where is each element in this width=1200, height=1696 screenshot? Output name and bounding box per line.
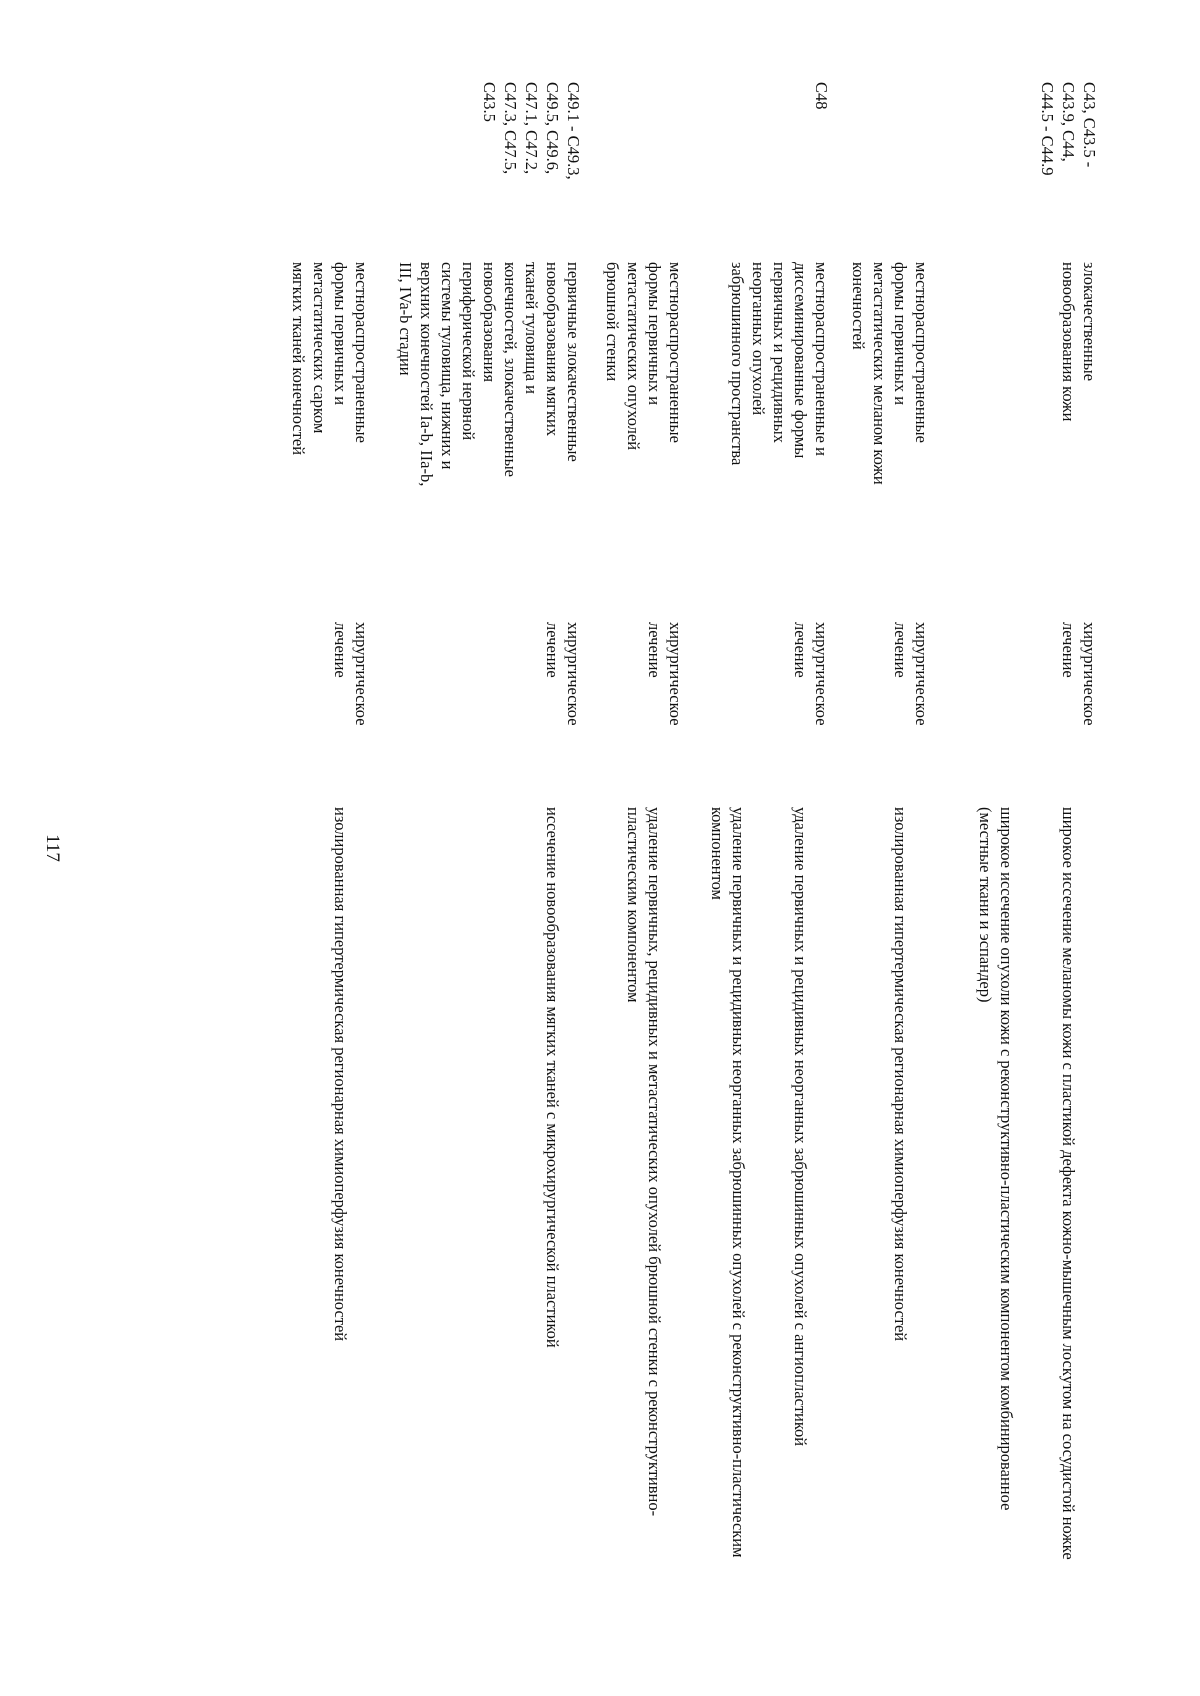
treatment-type-cell: хирургическое лечение [645,622,685,726]
page-number: 117 [42,834,63,862]
procedures-table [200,82,1100,1582]
icd-code-cell: C48 [812,82,831,110]
treatment-type-cell: хирургическое лечение [1059,622,1099,726]
treatment-methods-cell [869,807,932,1577]
treatment-type-cell: хирургическое лечение [331,622,371,726]
treatment-method: изолированная гипертермическая регионарная химиоперфузия конечностей [331,807,350,1342]
treatment-type-cell: хирургическое лечение [543,622,583,726]
treatment-method: удаление первичных, рецидивных и метастатических опухолей брюшной стенки с реконструктивно-пластическим компонентом [624,807,664,1517]
patient-model-cell: злокачественные новообразования кожи [1059,262,1099,422]
patient-model-cell: местнораспространенные формы первичных и метастатических меланом кожи конечностей [849,262,931,485]
patient-model-cell: первичные злокачественные новообразования мягких тканей туловища и конечностей, злокачественные новообразования периферической нервной системы туловища, нижних и верхних конечностей Ia-b, IIa-b, III, IVa-b стадии [396,262,583,487]
treatment-method: иссечение новообразования мягких тканей с микрохирургической пластикой [543,807,562,1348]
patient-model-cell: местнораспространенные формы первичных и метастатических опухолей брюшной стенки [603,262,685,451]
treatment-methods-cell [686,807,832,1577]
treatment-type-cell: хирургическое лечение [891,622,931,726]
patient-model-cell: местнораспространенные и диссеминированные формы первичных и рецидивных неорганных опухолей забрюшинного пространства [728,262,831,466]
treatment-methods-cell [602,807,686,1577]
treatment-method: изолированная гипертермическая регионарная химиоперфузия конечностей [891,807,910,1342]
treatment-method: удаление первичных и рецидивных неорганных забрюшинных опухолей с реконструктивно-пластическим компонентом [708,807,748,1558]
treatment-type-cell: хирургическое лечение [791,622,831,726]
icd-code-cell: C49.1 - C49.3, C49.5, C49.6, C47.1, C47.2, C47.3, C47.5, C43.5 [480,82,583,180]
treatment-method: широкое иссечение опухоли кожи с реконструктивно-пластическим компонентом комбинированное (местные ткани и эспандер) [976,807,1016,1511]
icd-code-cell: C43, C43.5 - C43.9, C44, C44.5 - C44.9 [1038,82,1099,176]
treatment-method: широкое иссечение меланомы кожи с пластикой дефекта кожно-мышечным лоскутом на сосудистой ножке [1059,807,1078,1560]
treatment-methods-cell [309,807,372,1577]
treatment-methods-cell [521,807,584,1577]
treatment-method: удаление первичных и рецидивных неорганных забрюшинных опухолей с ангиопластикой [791,807,810,1447]
patient-model-cell: местнораспространенные формы первичных и метастатических сарком мягких тканей конечностей [289,262,371,456]
treatment-methods-cell [954,807,1100,1577]
